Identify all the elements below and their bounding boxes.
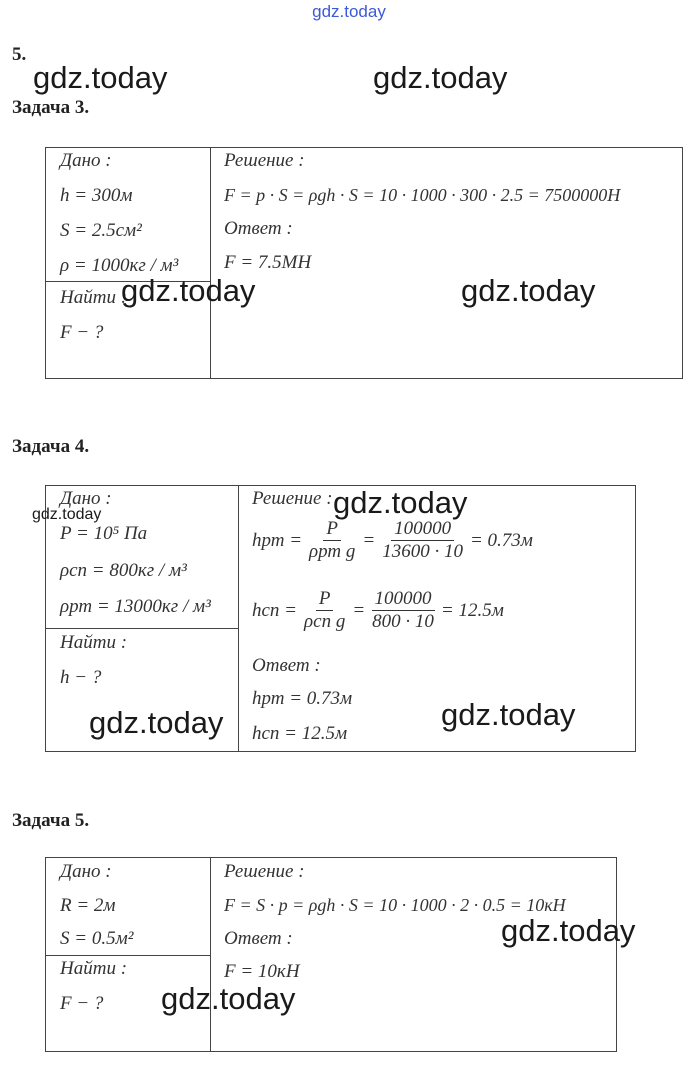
watermark: gdz.today: [373, 60, 508, 95]
task-4-divider: [238, 485, 239, 752]
task-5-divider: [210, 857, 211, 1052]
task-3-given-h: h = 300м: [60, 185, 133, 206]
task-5-find: F − ?: [60, 993, 104, 1014]
watermark-small: gdz.today: [32, 506, 102, 523]
task-4-eq2-den: ρсп g: [304, 611, 346, 632]
task-3-answer: F = 7.5MH: [224, 252, 312, 273]
task-4-eq1-result: = 0.73м: [469, 529, 533, 551]
task-4-answer-label: Ответ :: [252, 655, 321, 676]
task-4-given-divider: [45, 628, 238, 629]
task-5-answer-label: Ответ :: [224, 928, 293, 949]
top-watermark: gdz.today: [312, 2, 386, 21]
task-5-answer: F = 10кH: [224, 961, 300, 982]
watermark: gdz.today: [161, 981, 296, 1016]
task-5-given-s: S = 0.5м²: [60, 928, 134, 949]
task-4-answer-rt: hрт = 0.73м: [252, 688, 353, 709]
task-4-eq2-num2: 100000: [372, 588, 435, 611]
task-4-title: Задача 4.: [12, 436, 90, 457]
task-4-given-rho-rt: ρрт = 13000кг / м³: [60, 596, 211, 617]
task-5-given-divider: [45, 955, 210, 956]
task-3-divider: [210, 147, 211, 379]
task-4-given-p: P = 10⁵ Па: [60, 523, 148, 544]
watermark: gdz.today: [501, 913, 636, 948]
task-4-given-label: Дано :: [60, 488, 112, 509]
task-3-find: F − ?: [60, 322, 104, 343]
task-4-eq1-lhs: hрт =: [252, 529, 303, 551]
task-3-title: Задача 3.: [12, 97, 90, 118]
task-4-eq1-den2: 13600 · 10: [382, 541, 463, 562]
task-4-eq2: [252, 588, 504, 633]
task-5-solution-label: Решение :: [224, 861, 305, 882]
task-4-eq2-result: = 12.5м: [440, 599, 504, 621]
task-5-given-r: R = 2м: [60, 895, 116, 916]
task-4-eq1-den: ρрт g: [309, 541, 356, 562]
task-4-given-rho-sp: ρсп = 800кг / м³: [60, 560, 187, 581]
task-5-title: Задача 5.: [12, 810, 90, 831]
task-3-given-s: S = 2.5см²: [60, 220, 142, 241]
watermark: gdz.today: [461, 273, 596, 308]
task-4-eq1-num: P: [323, 518, 341, 541]
task-4-eq2-equals: =: [352, 599, 366, 621]
watermark: gdz.today: [333, 485, 468, 520]
watermark: gdz.today: [441, 697, 576, 732]
task-4-answer-sp: hсп = 12.5м: [252, 723, 348, 744]
task-3-given-label: Дано :: [60, 150, 112, 171]
watermark: gdz.today: [89, 705, 224, 740]
task-4-eq1: [252, 518, 533, 563]
watermark: gdz.today: [121, 273, 256, 308]
task-4-eq2-den2: 800 · 10: [372, 611, 434, 632]
task-3-answer-label: Ответ :: [224, 218, 293, 239]
task-5-find-label: Найти :: [60, 958, 128, 979]
task-5-given-label: Дано :: [60, 861, 112, 882]
task-3-solution-label: Решение :: [224, 150, 305, 171]
task-3-given-rho: ρ = 1000кг / м³: [60, 255, 179, 276]
task-4-find: h − ?: [60, 667, 102, 688]
task-4-eq1-frac2: [379, 518, 466, 563]
task-3-find-label: Найти :: [60, 287, 128, 308]
task-3-solution: F = p · S = ρgh · S = 10 · 1000 · 300 · 2.5 = 7500000H: [224, 185, 621, 205]
task-4-eq2-frac2: [369, 588, 437, 633]
task-4-eq1-frac1: [306, 518, 358, 563]
page-number: 5.: [12, 44, 27, 65]
task-4-find-label: Найти :: [60, 632, 128, 653]
watermark: gdz.today: [33, 60, 168, 95]
task-4-eq1-num2: 100000: [391, 518, 454, 541]
task-4-eq2-frac1: [301, 588, 348, 633]
task-4-solution-label: Решение :: [252, 488, 333, 509]
task-4-eq2-lhs: hсп =: [252, 599, 298, 621]
task-5-solution: F = S · p = ρgh · S = 10 · 1000 · 2 · 0.5 = 10кH: [224, 895, 566, 915]
task-4-eq1-equals: =: [362, 529, 376, 551]
task-4-eq2-num: P: [316, 588, 334, 611]
